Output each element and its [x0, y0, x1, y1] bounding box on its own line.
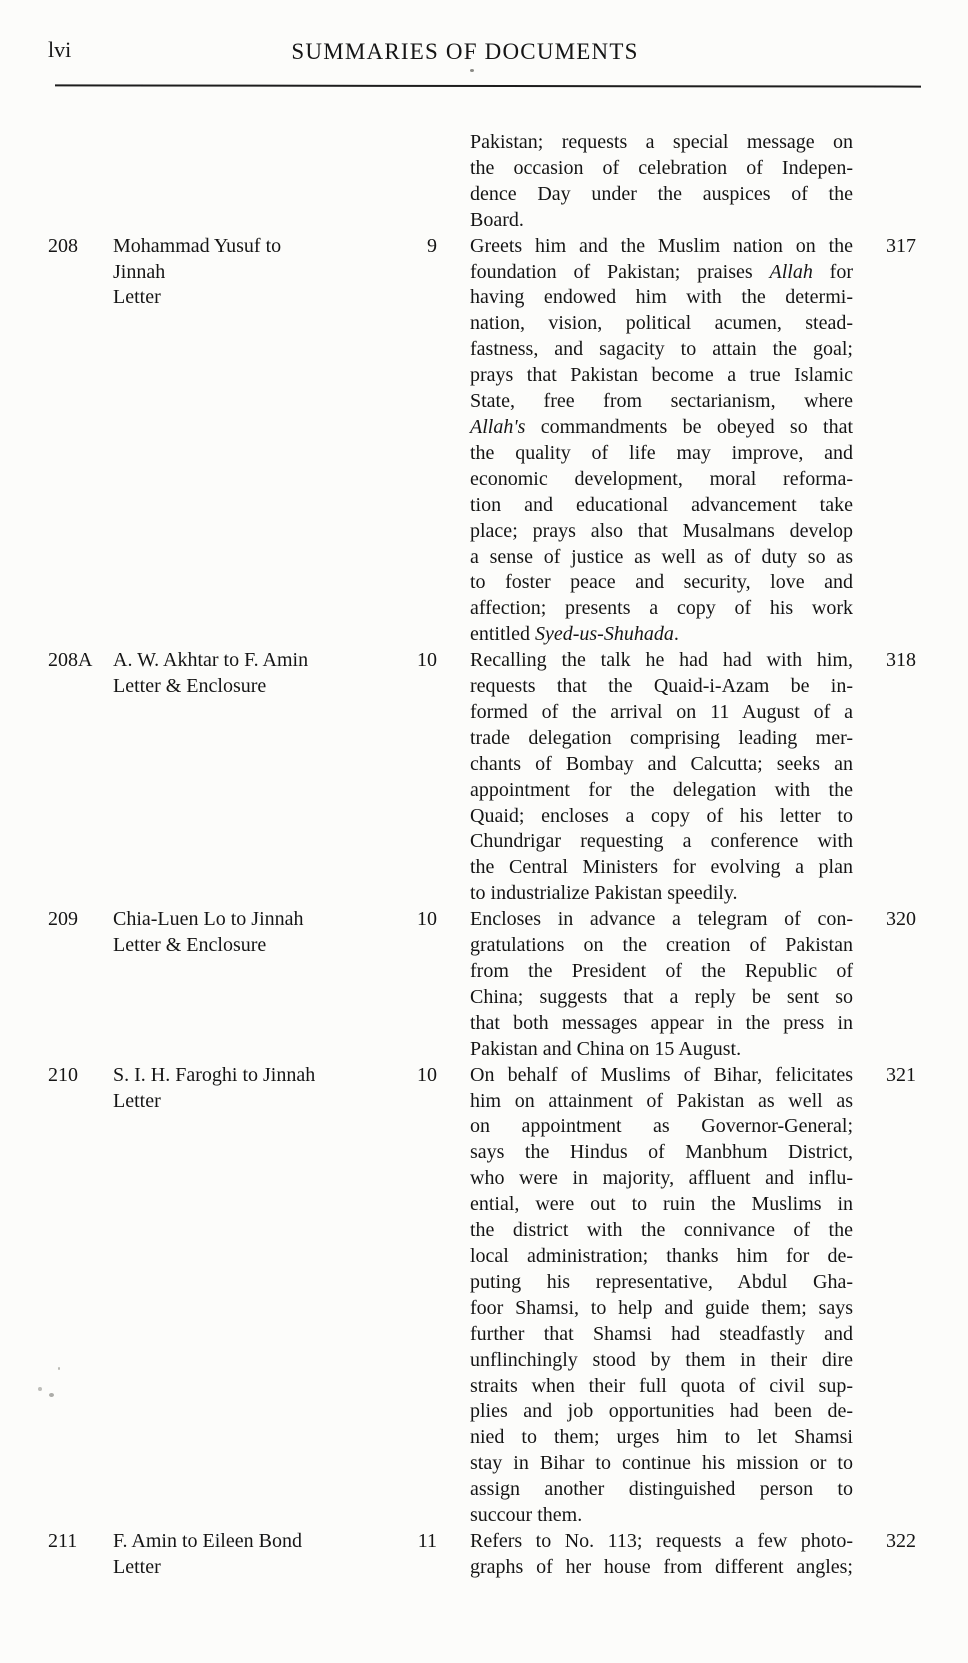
entry-page-number: 321 — [886, 1063, 916, 1086]
text-line: economic development, moral reforma- — [470, 467, 853, 490]
text-line: nied to them; urges him to let Shamsi — [470, 1426, 853, 1449]
text-line: who were in majority, affluent and influ- — [470, 1167, 853, 1190]
text-line: Pakistan and China on 15 August. — [470, 1037, 742, 1060]
text-line: the Central Ministers for evolving a plan — [470, 856, 853, 879]
entry-row — [0, 234, 968, 649]
text-line: straits when their full quota of civil sup- — [470, 1374, 853, 1397]
entry-title — [113, 1529, 400, 1581]
text-line: Board. — [470, 208, 524, 231]
text-line: the quality of life may improve, and — [470, 441, 853, 464]
entry-page-number — [853, 130, 968, 131]
entry-row — [0, 1063, 968, 1529]
text-line: place; prays also that Musalmans develop — [470, 519, 853, 542]
header-rule — [55, 84, 921, 87]
entry-row — [0, 1529, 968, 1581]
text-line: Allah's commandments be obeyed so that — [470, 415, 853, 438]
summaries-list — [0, 130, 968, 1581]
text-line: plies and job opportunities had been de- — [470, 1400, 853, 1423]
entry-number: 208 — [48, 234, 78, 257]
text-line: unflinchingly stood by them in their dire — [470, 1348, 853, 1371]
text-line: requests that the Quaid-i-Azam be in- — [470, 675, 853, 698]
text-line: Quaid; encloses a copy of his letter to — [470, 804, 853, 827]
entry-number: 211 — [48, 1529, 78, 1552]
text-line: Greets him and the Muslim nation on the — [470, 234, 853, 257]
entry-date: 9 — [427, 234, 437, 257]
entry-date — [400, 130, 455, 131]
text-line: formed of the arrival on 11 August of a — [470, 700, 853, 723]
entry-summary — [455, 1529, 853, 1581]
text-line: the district with the connivance of the — [470, 1219, 853, 1242]
text-line: foor Shamsi, to help and guide them; says — [470, 1296, 853, 1319]
text-line: trade delegation comprising leading mer- — [470, 726, 853, 749]
text-line: dence Day under the auspices of the — [470, 182, 853, 205]
text-line: China; suggests that a reply be sent so — [470, 985, 853, 1008]
text-line: Mohammad Yusuf to — [113, 234, 282, 257]
text-line: prays that Pakistan become a true Islamic — [470, 364, 853, 387]
text-line: Letter & Enclosure — [113, 675, 267, 698]
scan-speck — [49, 1393, 54, 1397]
text-line: him on attainment of Pakistan as well as — [470, 1089, 853, 1112]
text-line: having endowed him with the determi- — [470, 286, 853, 309]
entry-page-number: 317 — [886, 234, 916, 257]
text-line: F. Amin to Eileen Bond — [113, 1529, 302, 1552]
text-line: tion and educational advancement take — [470, 493, 853, 516]
text-line: Encloses in advance a telegram of con- — [470, 908, 853, 931]
text-line: appointment for the delegation with the — [470, 778, 853, 801]
text-line: a sense of justice as well as of duty so as — [470, 545, 853, 568]
entries — [0, 234, 968, 1581]
entry-page-number: 322 — [886, 1529, 916, 1552]
text-line: to foster peace and security, love and — [470, 571, 853, 594]
entry-page-number: 320 — [886, 908, 916, 931]
entry-title — [113, 1063, 400, 1115]
text-line: local administration; thanks him for de- — [470, 1244, 853, 1267]
entry-summary — [455, 907, 853, 1062]
entry-row — [0, 648, 968, 907]
continuation-row — [0, 130, 968, 234]
scan-speck — [470, 69, 474, 72]
text-line: A. W. Akhtar to F. Amin — [113, 649, 309, 672]
entry-row — [0, 907, 968, 1062]
text-line: Letter — [113, 286, 161, 309]
running-title: SUMMARIES OF DOCUMENTS — [291, 39, 639, 64]
text-line: succour them. — [470, 1504, 583, 1527]
entry-number: 208A — [48, 649, 93, 672]
entry-title — [113, 907, 400, 959]
text-line: State, free from sectarianism, where — [470, 390, 853, 413]
text-line: Jinnah — [113, 260, 166, 283]
entry-number: 209 — [48, 908, 78, 931]
text-line: foundation of Pakistan; praises Allah for — [470, 260, 853, 283]
entry-date: 10 — [417, 649, 437, 672]
text-line: chants of Bombay and Calcutta; seeks an — [470, 752, 853, 775]
text-line: says the Hindus of Manbhum District, — [470, 1141, 853, 1164]
text-line: the occasion of celebration of Indepen- — [470, 156, 853, 179]
text-line: assign another distinguished person to — [470, 1478, 853, 1501]
folio-number: lvi — [48, 37, 72, 62]
scan-speck — [58, 1367, 60, 1370]
text-line: further that Shamsi had steadfastly and — [470, 1322, 853, 1345]
text-line: On behalf of Muslims of Bihar, felicitates — [470, 1063, 853, 1086]
entry-date: 10 — [417, 1063, 437, 1086]
text-line: Recalling the talk he had had with him, — [470, 649, 853, 672]
entry-summary — [455, 130, 853, 234]
text-line: nation, vision, political acumen, stead- — [470, 312, 853, 335]
entry-summary — [455, 234, 853, 649]
text-line: S. I. H. Faroghi to Jinnah — [113, 1063, 316, 1086]
entry-summary — [455, 648, 853, 907]
entry-number — [48, 130, 113, 131]
text-line: affection; presents a copy of his work — [470, 597, 853, 620]
text-line: Letter & Enclosure — [113, 934, 267, 957]
text-line: Letter — [113, 1089, 161, 1112]
entry-title — [113, 234, 400, 312]
text-line: on appointment as Governor-General; — [470, 1115, 853, 1138]
text-line: that both messages appear in the press in — [470, 1011, 853, 1034]
text-line: from the President of the Republic of — [470, 960, 853, 982]
text-line: to industrialize Pakistan speedily. — [470, 882, 738, 905]
entry-title — [113, 648, 400, 700]
scan-speck — [38, 1387, 42, 1391]
text-line: Chia-Luen Lo to Jinnah — [113, 908, 304, 931]
entry-date: 11 — [417, 1529, 437, 1552]
text-line: puting his representative, Abdul Gha- — [470, 1270, 853, 1293]
text-line: Refers to No. 113; requests a few photo- — [470, 1529, 853, 1552]
entry-title — [113, 130, 400, 131]
entry-number: 210 — [48, 1063, 78, 1086]
text-line: Chundrigar requesting a conference with — [470, 830, 853, 853]
text-line: Letter — [113, 1555, 161, 1578]
text-line: Pakistan; requests a special message on — [470, 131, 853, 153]
text-line: entitled Syed-us-Shuhada. — [470, 623, 679, 646]
entry-page-number: 318 — [886, 649, 916, 672]
text-line: graphs of her house from different angles; — [470, 1555, 853, 1578]
text-line: gratulations on the creation of Pakistan — [470, 934, 853, 957]
text-line: fastness, and sagacity to attain the goal; — [470, 338, 853, 361]
entry-summary — [455, 1063, 853, 1529]
text-line: stay in Bihar to continue his mission or to — [470, 1452, 853, 1475]
text-line: ential, were out to ruin the Muslims in — [470, 1193, 853, 1216]
entry-date: 10 — [417, 908, 437, 931]
